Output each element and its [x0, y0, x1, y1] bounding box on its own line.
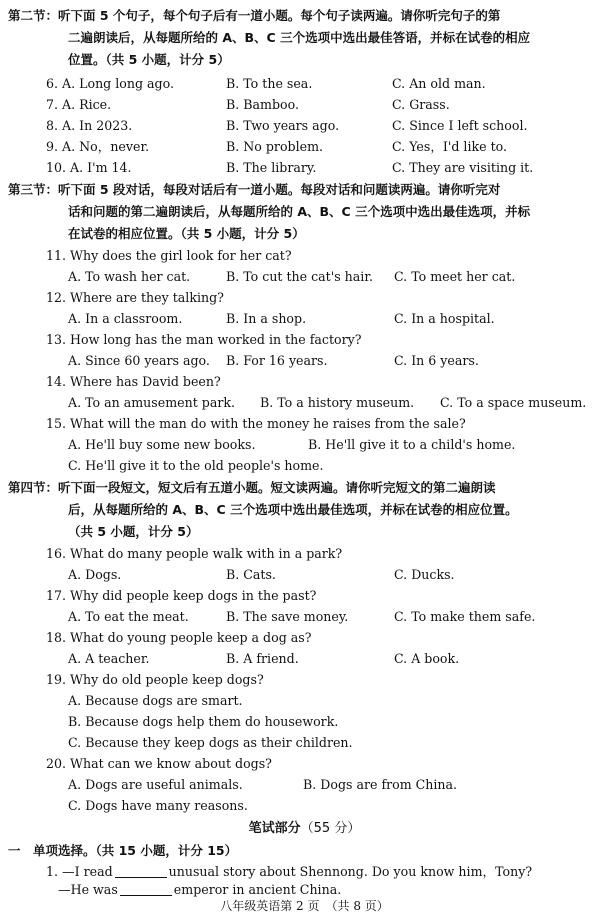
option-c[interactable]: C. Yes，I'd like to.: [392, 139, 507, 154]
question-18-stem: 18. What do young people keep a dog as?: [46, 630, 312, 645]
option-a[interactable]: A. Since 60 years ago.: [68, 353, 210, 368]
option-a[interactable]: A. To wash her cat.: [68, 269, 191, 284]
option-a[interactable]: 7. A. Rice.: [46, 97, 112, 112]
question-1-text-post: unusual story about Shennong. Do you know him，Tony?: [168, 864, 533, 879]
option-b[interactable]: B. To a history museum.: [260, 395, 415, 410]
option-a[interactable]: A. Because dogs are smart.: [68, 693, 243, 708]
option-a[interactable]: A. A teacher.: [68, 651, 150, 666]
question-14-stem: 14. Where has David been?: [46, 374, 221, 389]
question-16-stem: 16. What do many people walk with in a park?: [46, 546, 343, 561]
option-c[interactable]: C. Grass.: [392, 97, 450, 112]
option-a[interactable]: A. In a classroom.: [68, 311, 183, 326]
option-a[interactable]: A. To eat the meat.: [68, 609, 189, 624]
option-b[interactable]: B. The save money.: [226, 609, 349, 624]
answer-blank[interactable]: [120, 881, 172, 896]
written-part-title-text: 笔试部分: [248, 821, 301, 836]
option-b[interactable]: B. To cut the cat's hair.: [226, 269, 373, 284]
question-13-stem: 13. How long has the man worked in the factory?: [46, 332, 362, 347]
option-b[interactable]: B. Two years ago.: [226, 118, 340, 133]
question-19-stem: 19. Why do old people keep dogs?: [46, 672, 264, 687]
written-part-title: [0, 819, 609, 839]
option-b[interactable]: B. To the sea.: [226, 76, 313, 91]
question-17-stem: 17. Why did people keep dogs in the past?: [46, 588, 317, 603]
option-c[interactable]: C. Because they keep dogs as their children.: [68, 735, 353, 750]
question-1-text-pre: 1. —I read: [46, 864, 113, 879]
section2-heading-line-1: 第二节：听下面 5 个句子，每个句子后有一道小题。每个句子读两遍。请你听完句子的第: [8, 8, 501, 23]
option-b[interactable]: B. He'll give it to a child's home.: [308, 437, 516, 452]
question-1-text-post-2: emperor in ancient China.: [173, 882, 342, 897]
option-a[interactable]: 6. A. Long long ago.: [46, 76, 174, 91]
option-b[interactable]: B. A friend.: [226, 651, 299, 666]
option-b[interactable]: B. In a shop.: [226, 311, 307, 326]
section3-heading-line-3: 在试卷的相应位置。（共 5 小题，计分 5）: [68, 226, 305, 241]
question-1-line-1: [46, 862, 532, 882]
page-footer: 八年级英语第 2 页 （共 8 页）: [220, 899, 389, 913]
option-b[interactable]: B. The library.: [226, 160, 317, 175]
option-b[interactable]: B. No problem.: [226, 139, 324, 154]
option-c[interactable]: C. Dogs have many reasons.: [68, 798, 248, 813]
option-c[interactable]: C. They are visiting it.: [392, 160, 534, 175]
option-a[interactable]: 10. A. I'm 14.: [46, 160, 132, 175]
option-a[interactable]: A. Dogs are useful animals.: [68, 777, 243, 792]
option-c[interactable]: C. He'll give it to the old people's home.: [68, 458, 324, 473]
answer-blank[interactable]: [115, 863, 167, 878]
option-a[interactable]: 8. A. In 2023.: [46, 118, 133, 133]
option-b[interactable]: B. Dogs are from China.: [303, 777, 458, 792]
section4-heading-line-3: （共 5 小题，计分 5）: [68, 524, 199, 539]
option-c[interactable]: C. To make them safe.: [394, 609, 536, 624]
option-b[interactable]: B. For 16 years.: [226, 353, 328, 368]
section3-heading-line-2: 话和问题的第二遍朗读后，从每题所给的 A、B、C 三个选项中选出最佳选项，并标: [68, 204, 531, 219]
written-part-points: （55 分）: [300, 821, 361, 836]
section2-heading-line-3: 位置。（共 5 小题，计分 5）: [68, 52, 230, 67]
option-c[interactable]: C. In 6 years.: [394, 353, 479, 368]
option-a[interactable]: 9. A. No，never.: [46, 139, 150, 154]
option-c[interactable]: C. To a space museum.: [440, 395, 587, 410]
option-a[interactable]: A. Dogs.: [68, 567, 122, 582]
question-1-text-pre-2: —He was: [58, 882, 118, 897]
question-15-stem: 15. What will the man do with the money he raises from the sale?: [46, 416, 466, 431]
question-20-stem: 20. What can we know about dogs?: [46, 756, 272, 771]
option-c[interactable]: C. To meet her cat.: [394, 269, 516, 284]
option-b[interactable]: B. Bamboo.: [226, 97, 299, 112]
option-b[interactable]: B. Because dogs help them do housework.: [68, 714, 339, 729]
question-12-stem: 12. Where are they talking?: [46, 290, 224, 305]
option-c[interactable]: C. Ducks.: [394, 567, 455, 582]
option-c[interactable]: C. Since I left school.: [392, 118, 528, 133]
option-a[interactable]: A. He'll buy some new books.: [68, 437, 256, 452]
section4-heading-line-2: 后，从每题所给的 A、B、C 三个选项中选出最佳选项，并标在试卷的相应位置。: [68, 502, 518, 517]
section4-heading-line-1: 第四节：听下面一段短文，短文后有五道小题。短文读两遍。请你听完短文的第二遍朗读: [8, 480, 496, 495]
question-11-stem: 11. Why does the girl look for her cat?: [46, 248, 292, 263]
option-c[interactable]: C. A book.: [394, 651, 460, 666]
option-c[interactable]: C. In a hospital.: [394, 311, 495, 326]
section2-heading-line-2: 二遍朗读后，从每题所给的 A、B、C 三个选项中选出最佳答语，并标在试卷的相应: [68, 30, 531, 45]
option-c[interactable]: C. An old man.: [392, 76, 486, 91]
section3-heading-line-1: 第三节：听下面 5 段对话，每段对话后有一道小题。每段对话和问题读两遍。请你听完对: [8, 182, 501, 197]
option-b[interactable]: B. Cats.: [226, 567, 276, 582]
part1-heading: 一 单项选择。（共 15 小题，计分 15）: [8, 843, 238, 858]
option-a[interactable]: A. To an amusement park.: [68, 395, 236, 410]
